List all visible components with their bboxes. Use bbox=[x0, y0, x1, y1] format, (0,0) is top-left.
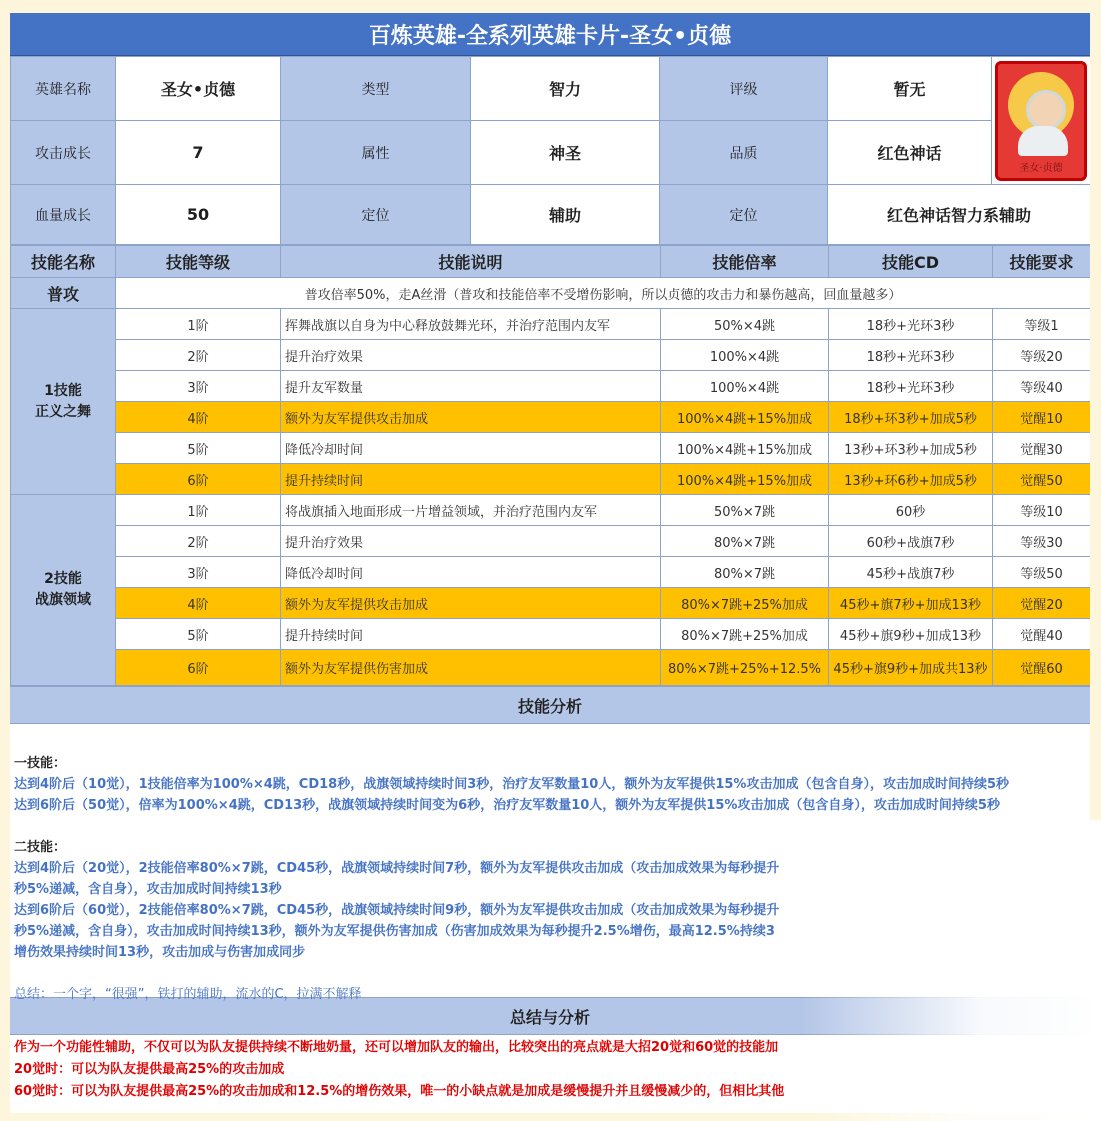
info-value: 红色神话智力系辅助 bbox=[828, 185, 1091, 245]
info-label: 英雄名称 bbox=[11, 57, 116, 121]
skill-req: 觉醒20 bbox=[993, 588, 1091, 619]
skill-req: 觉醒10 bbox=[993, 402, 1091, 433]
info-label: 评级 bbox=[660, 57, 828, 121]
skill-desc: 额外为友军提供伤害加成 bbox=[281, 650, 661, 686]
skill-cd: 45秒+旗9秒+加成13秒 bbox=[829, 619, 993, 650]
skill-cd: 18秒+光环3秒 bbox=[829, 340, 993, 371]
analysis-line: 达到4阶后（20觉），2技能倍率80%×7跳，CD45秒，战旗领域持续时间7秒，额外为友军提供攻击加成（攻击加成效果为每秒提升 bbox=[14, 861, 780, 876]
table-row bbox=[11, 371, 1091, 402]
summary-line: 20觉时：可以为队友提供最高25%的攻击加成 bbox=[14, 1062, 285, 1077]
skill-header-row bbox=[11, 246, 1091, 278]
info-label: 类型 bbox=[281, 57, 471, 121]
skill-rate: 100%×4跳 bbox=[661, 340, 829, 371]
skill-level: 4阶 bbox=[116, 588, 281, 619]
table-row-highlight bbox=[11, 402, 1091, 433]
table-row-highlight bbox=[11, 650, 1091, 686]
skill-rate: 100%×4跳 bbox=[661, 371, 829, 402]
skill-desc: 挥舞战旗以自身为中心释放鼓舞光环，并治疗范围内友军 bbox=[281, 309, 661, 340]
table-row bbox=[11, 495, 1091, 526]
skill-rate: 80%×7跳+25%+12.5% bbox=[661, 650, 829, 686]
skill-rate: 100%×4跳+15%加成 bbox=[661, 402, 829, 433]
table-row bbox=[11, 340, 1091, 371]
column-header: 技能等级 bbox=[116, 246, 281, 278]
info-row bbox=[11, 57, 1091, 121]
info-value: 智力 bbox=[471, 57, 660, 121]
normal-attack-desc: 普攻倍率50%，走A丝滑（普攻和技能倍率不受增伤影响，所以贞德的攻击力和暴伤越高，回血量越多） bbox=[116, 278, 1091, 309]
skill-req: 等级50 bbox=[993, 557, 1091, 588]
skill-desc: 提升持续时间 bbox=[281, 619, 661, 650]
skill-cd: 18秒+光环3秒 bbox=[829, 309, 993, 340]
skill-req: 觉醒60 bbox=[993, 650, 1091, 686]
table-row bbox=[11, 526, 1091, 557]
analysis-line: 秒5%递减，含自身），攻击加成时间持续13秒 bbox=[14, 882, 282, 897]
info-row bbox=[11, 121, 1091, 185]
analysis-conclusion: 总结：一个字，“很强”，铁打的辅助，流水的C，拉满不解释 bbox=[14, 987, 362, 1002]
skill-cd: 60秒+战旗7秒 bbox=[829, 526, 993, 557]
hero-info-table bbox=[10, 56, 1090, 245]
skill2-name bbox=[11, 495, 116, 686]
info-row bbox=[11, 185, 1091, 245]
info-value: 圣女•贞德 bbox=[116, 57, 281, 121]
table-row bbox=[11, 557, 1091, 588]
skill-req: 觉醒50 bbox=[993, 464, 1091, 495]
normal-attack-row bbox=[11, 278, 1091, 309]
skill-req: 等级1 bbox=[993, 309, 1091, 340]
skill-rate: 80%×7跳 bbox=[661, 557, 829, 588]
analysis-line: 增伤效果持续时间13秒，攻击加成与伤害加成同步 bbox=[14, 945, 306, 960]
info-label: 定位 bbox=[281, 185, 471, 245]
info-label: 属性 bbox=[281, 121, 471, 185]
skill-cd: 18秒+光环3秒 bbox=[829, 371, 993, 402]
skill-cd: 13秒+环3秒+加成5秒 bbox=[829, 433, 993, 464]
skill2-name-line1: 2技能 bbox=[44, 571, 82, 587]
analysis-section bbox=[10, 724, 1090, 1002]
column-header: 技能倍率 bbox=[661, 246, 829, 278]
skill-req: 等级10 bbox=[993, 495, 1091, 526]
analysis-title: 技能分析 bbox=[10, 686, 1090, 724]
column-header: 技能名称 bbox=[11, 246, 116, 278]
analysis-skill2-heading: 二技能： bbox=[14, 840, 67, 855]
skill-rate: 80%×7跳 bbox=[661, 526, 829, 557]
skill-cd: 45秒+战旗7秒 bbox=[829, 557, 993, 588]
hero-portrait-icon bbox=[995, 61, 1087, 181]
page-title: 百炼英雄-全系列英雄卡片-圣女•贞德 bbox=[10, 13, 1090, 56]
table-row bbox=[11, 619, 1091, 650]
summary-line: 作为一个功能性辅助，不仅可以为队友提供持续不断地奶量，还可以增加队友的输出，比较突出的亮点就是大招20觉和60觉的技能加 bbox=[14, 1040, 779, 1055]
skill-desc: 提升治疗效果 bbox=[281, 526, 661, 557]
table-row bbox=[11, 309, 1091, 340]
skill-cd: 13秒+环6秒+加成5秒 bbox=[829, 464, 993, 495]
skill-desc: 将战旗插入地面形成一片增益领域，并治疗范围内友军 bbox=[281, 495, 661, 526]
info-value: 50 bbox=[116, 185, 281, 245]
skill-level: 1阶 bbox=[116, 309, 281, 340]
skill-rate: 80%×7跳+25%加成 bbox=[661, 619, 829, 650]
table-row-highlight bbox=[11, 464, 1091, 495]
analysis-skill1-heading: 一技能： bbox=[14, 756, 67, 771]
skill-level: 6阶 bbox=[116, 464, 281, 495]
info-label: 血量成长 bbox=[11, 185, 116, 245]
skill1-name-line2: 正义之舞 bbox=[35, 403, 91, 420]
skill-level: 5阶 bbox=[116, 433, 281, 464]
skill-req: 觉醒30 bbox=[993, 433, 1091, 464]
portrait-caption: 圣女·贞德 bbox=[1019, 162, 1063, 174]
skill-cd: 60秒 bbox=[829, 495, 993, 526]
skill-desc: 提升持续时间 bbox=[281, 464, 661, 495]
info-value: 红色神话 bbox=[828, 121, 992, 185]
table-row bbox=[11, 433, 1091, 464]
skill1-name-line1: 1技能 bbox=[44, 382, 82, 399]
skill-req: 等级30 bbox=[993, 526, 1091, 557]
hero-card-sheet bbox=[10, 13, 1090, 1113]
summary-title: 总结与分析 bbox=[10, 997, 1090, 1035]
skill-level: 2阶 bbox=[116, 526, 281, 557]
analysis-line: 达到6阶后（50觉），倍率为100%×4跳，CD13秒，战旗领域持续时间变为6秒，治疗友军数量10人，额外为友军提供15%攻击加成（包含自身），攻击加成时间持续5秒 bbox=[14, 798, 1000, 813]
summary-line: 60觉时：可以为队友提供最高25%的攻击加成和12.5%的增伤效果，唯一的小缺点就是加成是缓慢提升并且缓慢减少的，但相比其他 bbox=[14, 1084, 785, 1099]
skill-rate: 50%×7跳 bbox=[661, 495, 829, 526]
info-label: 攻击成长 bbox=[11, 121, 116, 185]
info-value: 神圣 bbox=[471, 121, 660, 185]
portrait-cell bbox=[992, 57, 1091, 185]
skill-desc: 降低冷却时间 bbox=[281, 557, 661, 588]
info-value: 7 bbox=[116, 121, 281, 185]
column-header: 技能说明 bbox=[281, 246, 661, 278]
info-label: 定位 bbox=[660, 185, 828, 245]
analysis-line: 达到4阶后（10觉），1技能倍率为100%×4跳，CD18秒，战旗领域持续时间3秒，治疗友军数量10人，额外为友军提供15%攻击加成（包含自身），攻击加成时间持续5秒 bbox=[14, 777, 1010, 792]
skill-desc: 降低冷却时间 bbox=[281, 433, 661, 464]
skill-desc: 额外为友军提供攻击加成 bbox=[281, 402, 661, 433]
skill-cd: 45秒+旗7秒+加成13秒 bbox=[829, 588, 993, 619]
skill-level: 6阶 bbox=[116, 650, 281, 686]
skill-rate: 80%×7跳+25%加成 bbox=[661, 588, 829, 619]
skill-req: 等级20 bbox=[993, 340, 1091, 371]
skill-desc: 额外为友军提供攻击加成 bbox=[281, 588, 661, 619]
skill-cd: 45秒+旗9秒+加成共13秒 bbox=[829, 650, 993, 686]
analysis-line: 达到6阶后（60觉），2技能倍率80%×7跳，CD45秒，战旗领域持续时间9秒，额外为友军提供攻击加成（攻击加成效果为每秒提升 bbox=[14, 903, 780, 918]
skill-level: 4阶 bbox=[116, 402, 281, 433]
info-value: 辅助 bbox=[471, 185, 660, 245]
skill-cd: 18秒+环3秒+加成5秒 bbox=[829, 402, 993, 433]
info-value: 暂无 bbox=[828, 57, 992, 121]
skill-level: 3阶 bbox=[116, 371, 281, 402]
normal-attack-name: 普攻 bbox=[11, 278, 116, 309]
skill-level: 1阶 bbox=[116, 495, 281, 526]
skill-level: 3阶 bbox=[116, 557, 281, 588]
skill-req: 等级40 bbox=[993, 371, 1091, 402]
table-row-highlight bbox=[11, 588, 1091, 619]
column-header: 技能要求 bbox=[993, 246, 1091, 278]
info-label: 品质 bbox=[660, 121, 828, 185]
skill-rate: 50%×4跳 bbox=[661, 309, 829, 340]
skill-level: 5阶 bbox=[116, 619, 281, 650]
skill2-name-line2: 战旗领域 bbox=[35, 592, 91, 608]
skill-req: 觉醒40 bbox=[993, 619, 1091, 650]
skill-table bbox=[10, 245, 1090, 686]
analysis-line: 秒5%递减，含自身），攻击加成时间持续13秒，额外为友军提供伤害加成（伤害加成效果为每秒提升2.5%增伤，最高12.5%持续3 bbox=[14, 924, 775, 939]
skill-rate: 100%×4跳+15%加成 bbox=[661, 464, 829, 495]
skill-rate: 100%×4跳+15%加成 bbox=[661, 433, 829, 464]
column-header: 技能CD bbox=[829, 246, 993, 278]
skill-desc: 提升友军数量 bbox=[281, 371, 661, 402]
skill-level: 2阶 bbox=[116, 340, 281, 371]
summary-section bbox=[10, 1035, 1090, 1105]
skill-desc: 提升治疗效果 bbox=[281, 340, 661, 371]
skill1-name bbox=[11, 309, 116, 495]
